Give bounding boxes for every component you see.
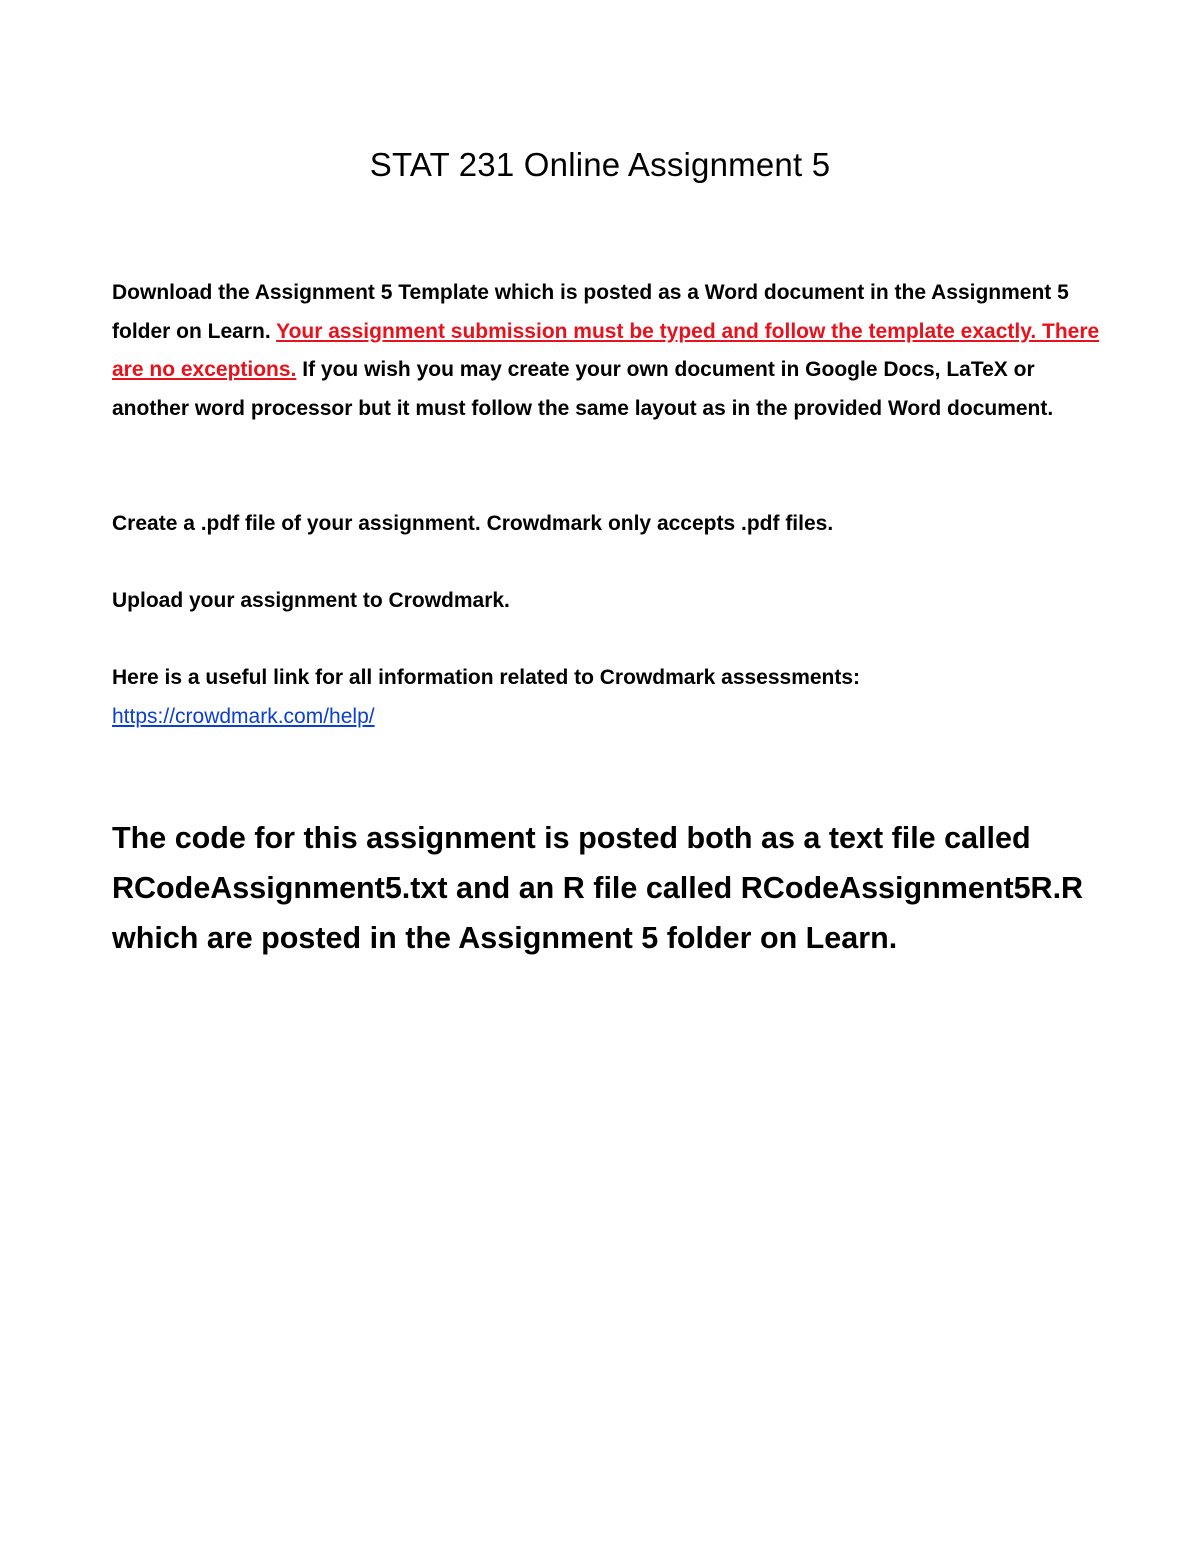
download-instructions xyxy=(112,274,1102,428)
download-intro-text: Download the Assignment 5 Template which is posted as a Word document in the Assignment 5 folder on Learn. xyxy=(112,281,1069,343)
page-title: STAT 231 Online Assignment 5 xyxy=(369,146,831,183)
code-note: The code for this assignment is posted both as a text file called RCodeAssignment5.txt and an R file called RCodeAssignment5R.R which are posted in the Assignment 5 folder on Learn. xyxy=(112,821,1084,955)
help-text: Here is a useful link for all information related to Crowdmark assessments: xyxy=(112,666,861,689)
crowdmark-help-link[interactable]: https://crowdmark.com/help/ xyxy=(112,704,375,728)
submission-warning: Your assignment submission must be typed and follow the template exactly. There are no exceptions. xyxy=(112,319,1100,381)
help-instructions xyxy=(112,659,1102,736)
pdf-instructions: Create a .pdf file of your assignment. Crowdmark only accepts .pdf files. xyxy=(112,512,834,535)
upload-instructions: Upload your assignment to Crowdmark. xyxy=(112,589,510,612)
download-rest-text: If you wish you may create your own document in Google Docs, LaTeX or another word processor but it must follow the same layout as in the provided Word document. xyxy=(112,358,1054,420)
